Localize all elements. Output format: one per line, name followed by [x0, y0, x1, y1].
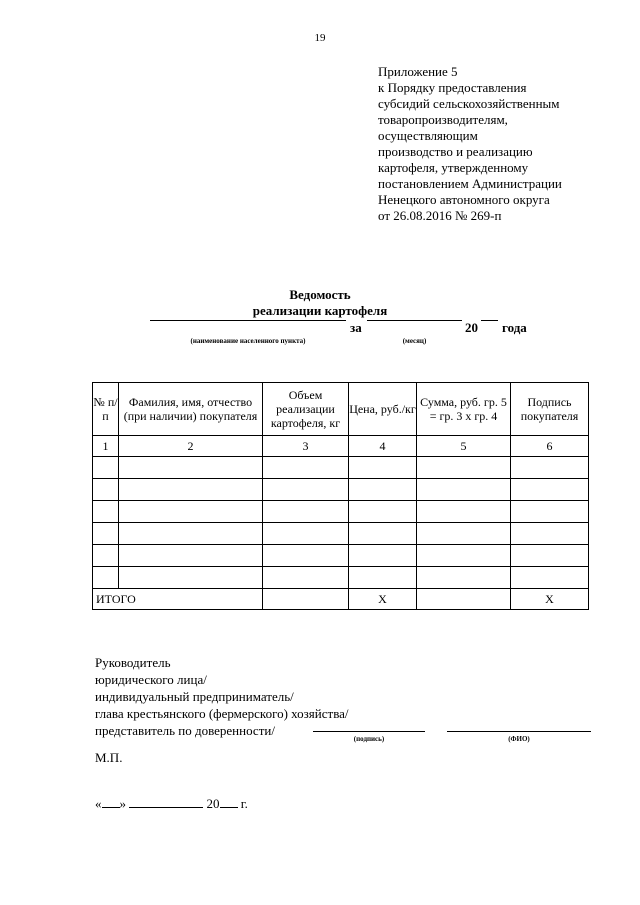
table-cell[interactable]: [511, 479, 589, 501]
table-cell[interactable]: [417, 567, 511, 589]
column-number-cell: 6: [511, 436, 589, 457]
table-cell[interactable]: [349, 545, 417, 567]
column-number-cell: 2: [119, 436, 263, 457]
table-cell[interactable]: [119, 457, 263, 479]
header-cell: Цена, руб./кг: [349, 383, 417, 436]
total-cell: Х: [511, 589, 589, 610]
date-year-prefix: 20: [206, 796, 220, 811]
table-row: [93, 545, 589, 567]
appendix-line: производство и реализацию: [378, 144, 533, 159]
table-cell[interactable]: [119, 479, 263, 501]
appendix-line: к Порядку предоставления: [378, 80, 527, 95]
total-row: [93, 589, 589, 610]
date-line: [95, 796, 248, 812]
table-cell[interactable]: [119, 523, 263, 545]
appendix-line: постановлением Администрации: [378, 176, 562, 191]
table-cell[interactable]: [93, 457, 119, 479]
table-cell[interactable]: [349, 567, 417, 589]
table-cell[interactable]: [263, 501, 349, 523]
header-cell: Фамилия, имя, отчество (при наличии) покупателя: [119, 383, 263, 436]
table-cell[interactable]: [263, 567, 349, 589]
table-cell[interactable]: [417, 479, 511, 501]
table-cell[interactable]: [417, 457, 511, 479]
header-cell: Объем реализации картофеля, кг: [263, 383, 349, 436]
column-number-row: [93, 436, 589, 457]
table-cell[interactable]: [417, 523, 511, 545]
table-cell[interactable]: [511, 457, 589, 479]
table-row: [93, 501, 589, 523]
page-number: 19: [314, 32, 326, 44]
sales-table: [92, 382, 589, 610]
locality-blank-line[interactable]: [150, 320, 346, 321]
total-label: ИТОГО: [93, 589, 263, 610]
open-quote: «: [95, 796, 102, 811]
appendix-note: [378, 64, 618, 224]
table-row: [93, 523, 589, 545]
document-title: Ведомость: [289, 287, 351, 302]
year-suffix: года: [502, 320, 527, 335]
column-number-cell: 1: [93, 436, 119, 457]
appendix-line: осуществляющим: [378, 128, 478, 143]
signature-blank-line[interactable]: [313, 731, 425, 732]
month-blank[interactable]: [129, 807, 203, 808]
table-row: [93, 457, 589, 479]
signatory-line: индивидуальный предприниматель/: [95, 689, 294, 704]
signatory-line: Руководитель: [95, 655, 171, 670]
table-cell[interactable]: [417, 545, 511, 567]
table-cell[interactable]: [119, 567, 263, 589]
za-label: за: [350, 320, 362, 335]
table-cell[interactable]: [349, 523, 417, 545]
appendix-line: субсидий сельскохозяйственным: [378, 96, 560, 111]
table-cell[interactable]: [263, 457, 349, 479]
full-name-caption: (ФИО): [508, 735, 530, 743]
appendix-line: Приложение 5: [378, 64, 458, 79]
signature-caption: (подпись): [353, 735, 385, 743]
table-header-row: [93, 383, 589, 436]
signatory-block: [95, 654, 349, 739]
table-cell[interactable]: [93, 501, 119, 523]
table-cell[interactable]: [511, 523, 589, 545]
table-cell[interactable]: [263, 545, 349, 567]
year-prefix: 20: [465, 320, 478, 335]
table-cell[interactable]: [119, 501, 263, 523]
table-cell[interactable]: [511, 501, 589, 523]
table-cell[interactable]: [417, 501, 511, 523]
column-number-cell: 5: [417, 436, 511, 457]
total-cell: Х: [349, 589, 417, 610]
table-row: [93, 479, 589, 501]
table-cell[interactable]: [263, 479, 349, 501]
column-number-cell: 3: [263, 436, 349, 457]
date-year-suffix: г.: [240, 796, 248, 811]
table-cell[interactable]: [93, 567, 119, 589]
table-cell[interactable]: [119, 545, 263, 567]
total-cell[interactable]: [263, 589, 349, 610]
date-year-blank[interactable]: [220, 807, 238, 808]
header-cell: № п/п: [93, 383, 119, 436]
appendix-line: картофеля, утвержденному: [378, 160, 529, 175]
close-quote: »: [119, 796, 126, 811]
signatory-line: представитель по доверенности/: [95, 723, 275, 738]
full-name-blank-line[interactable]: [447, 731, 591, 732]
month-blank-line[interactable]: [367, 320, 462, 321]
appendix-line: Ненецкого автономного округа: [378, 192, 550, 207]
locality-caption: (наименование населенного пункта): [190, 337, 306, 345]
total-cell[interactable]: [417, 589, 511, 610]
table-cell[interactable]: [349, 479, 417, 501]
column-number-cell: 4: [349, 436, 417, 457]
appendix-line: от 26.08.2016 № 269-п: [378, 208, 502, 223]
signatory-line: юридического лица/: [95, 672, 207, 687]
document-subtitle: реализации картофеля: [252, 303, 388, 318]
header-cell: Сумма, руб. гр. 5 = гр. 3 х гр. 4: [417, 383, 511, 436]
table-cell[interactable]: [349, 501, 417, 523]
table-cell[interactable]: [511, 545, 589, 567]
table-cell[interactable]: [93, 523, 119, 545]
appendix-line: товаропроизводителям,: [378, 112, 508, 127]
table-cell[interactable]: [93, 479, 119, 501]
table-cell[interactable]: [349, 457, 417, 479]
signatory-line: глава крестьянского (фермерского) хозяйства/: [95, 706, 349, 721]
table-cell[interactable]: [263, 523, 349, 545]
stamp-place-label: М.П.: [95, 750, 123, 765]
table-row: [93, 567, 589, 589]
day-blank[interactable]: [102, 807, 120, 808]
year-blank-line[interactable]: [481, 320, 498, 321]
table-cell[interactable]: [93, 545, 119, 567]
header-cell: Подпись покупателя: [511, 383, 589, 436]
table-cell[interactable]: [511, 567, 589, 589]
month-caption: (месяц): [402, 337, 427, 345]
